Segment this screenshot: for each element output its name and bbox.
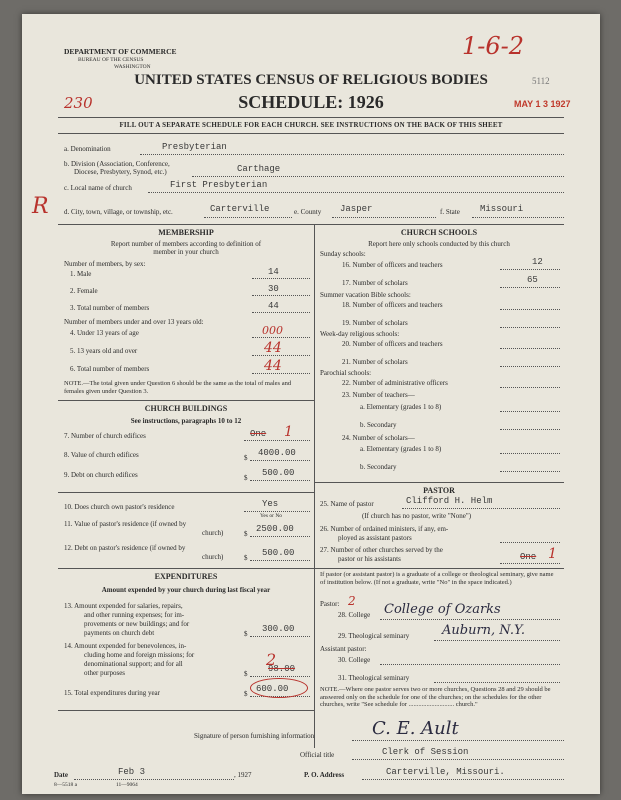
expenditures-intro: Amount expended by your church during last fiscal year	[101, 586, 271, 594]
form-number: 5112	[532, 76, 550, 86]
college-instructions: If pastor (or assistant pastor) is a graduate of a college or theological seminary, give name of institution below. (If not a graduate, write "No" in the space indicated.)	[320, 571, 554, 586]
q12-debt-amount: 500.00	[262, 548, 295, 558]
members-by-age-label: Number of members under and over 13 years old:	[64, 318, 204, 326]
q15-total-amount: 600.00	[256, 684, 289, 694]
handwritten-code-top-left: 230	[64, 94, 93, 112]
church-name-value: First Presbyterian	[170, 180, 268, 190]
signature-label: Signature of person furnishing information	[194, 732, 315, 740]
q29-seminary-value: Auburn, N.Y.	[442, 623, 526, 638]
pastor-heading: PASTOR	[423, 486, 455, 495]
membership-intro-1: Report number of members according to definition of	[110, 240, 262, 248]
q28-label: 28. College	[338, 611, 371, 619]
q14-label-3: denominational support; and for all	[84, 660, 183, 668]
q13-label-2: and other running expenses; for im-	[84, 611, 185, 619]
q1-male-label: 1. Male	[70, 270, 92, 278]
q9-debt-label: 9. Debt on church edifices	[64, 471, 138, 479]
q24b-label: b. Secondary	[360, 463, 397, 471]
date-year: , 1927	[234, 771, 252, 779]
q4-under-13-value: 000	[262, 324, 283, 337]
q22-label: 22. Number of administrative officers	[342, 379, 448, 387]
q7-edifices-label: 7. Number of church edifices	[64, 432, 146, 440]
q14-label-4: other purposes	[84, 669, 126, 677]
q6-total-label: 6. Total number of members	[70, 365, 150, 373]
city-value: Carterville	[210, 204, 270, 214]
denomination-value: Presbyterian	[162, 142, 227, 152]
membership-note: NOTE.—The total given under Question 6 should be the same as the total of males and females given under Question 3.	[64, 380, 292, 395]
q24-label: 24. Number of scholars—	[342, 434, 415, 442]
q8-value-amount: 4000.00	[258, 448, 296, 458]
q11-label-2: church)	[202, 529, 224, 537]
membership-intro-2: member in your church	[153, 248, 219, 256]
q18-label: 18. Number of officers and teachers	[342, 301, 443, 309]
buildings-instructions: See instructions, paragraphs 10 to 12	[130, 417, 242, 425]
county-value: Jasper	[340, 204, 373, 214]
yes-no-caption: Yes or No	[260, 513, 283, 519]
schools-intro: Report here only schools conducted by this church	[368, 240, 510, 248]
q14-amount: 98.00	[268, 664, 296, 674]
q5-over-13-value: 44	[264, 340, 282, 356]
q25-note: (If church has no pastor, write "None")	[362, 512, 472, 520]
q10-residence-value: Yes	[262, 499, 279, 509]
q12-dollar: $	[244, 554, 248, 562]
q27-value: 1	[548, 546, 557, 562]
expenditures-heading: EXPENDITURES	[154, 572, 218, 581]
q13-label-3: provements or new buildings; and for	[84, 620, 190, 628]
q6-total-value: 44	[264, 358, 282, 374]
q2-female-label: 2. Female	[70, 287, 98, 295]
q29-label: 29. Theological seminary	[338, 632, 410, 640]
form-code-2: 11—9064	[116, 782, 138, 788]
q23a-label: a. Elementary (grades 1 to 8)	[360, 403, 442, 411]
q25-label: 25. Name of pastor	[320, 500, 374, 508]
state-value: Missouri	[480, 204, 524, 214]
q9-debt-amount: 500.00	[262, 468, 295, 478]
q14-dollar: $	[244, 670, 248, 678]
denomination-label: a. Denomination	[64, 145, 111, 153]
q14-handwritten-mark: 2	[266, 650, 277, 669]
state-label: f. State	[440, 208, 460, 216]
assistant-pastor-subheading: Assistant pastor:	[320, 645, 367, 653]
parochial-schools-label: Parochial schools:	[320, 369, 372, 377]
q30-label: 30. College	[338, 656, 371, 664]
q16-value: 12	[532, 257, 543, 267]
q13-label-4: payments on church debt	[84, 629, 155, 637]
q4-under-13-label: 4. Under 13 years of age	[70, 329, 139, 337]
official-title-value: Clerk of Session	[382, 747, 469, 757]
q10-residence-label: 10. Does church own pastor's residence	[64, 503, 175, 511]
received-date-stamp: MAY 1 3 1927	[514, 99, 571, 109]
q15-dollar: $	[244, 690, 248, 698]
instruction-line: FILL OUT A SEPARATE SCHEDULE FOR EACH CHURCH. SEE INSTRUCTIONS ON THE BACK OF THIS SHEET	[119, 121, 503, 129]
q31-label: 31. Theological seminary	[338, 674, 410, 682]
bureau-city: WASHINGTON	[114, 64, 151, 70]
q14-label-2: cluding home and foreign missions; for	[84, 651, 195, 659]
q1-male-value: 14	[268, 267, 279, 277]
q3-total-value: 44	[268, 301, 279, 311]
form-title: UNITED STATES CENSUS OF RELIGIOUS BODIES	[134, 72, 488, 88]
membership-heading: MEMBERSHIP	[158, 228, 214, 237]
q12-label-2: church)	[202, 553, 224, 561]
church-name-label: c. Local name of church	[64, 184, 132, 192]
q23-label: 23. Number of teachers—	[342, 391, 415, 399]
q27-typed: One	[520, 552, 537, 562]
handwritten-code-top-right: 1-6-2	[462, 32, 525, 60]
q3-total-label: 3. Total number of members	[70, 304, 150, 312]
q11-value-amount: 2500.00	[256, 524, 294, 534]
q26-label-2: ployed as assistant pastors	[338, 534, 412, 542]
bureau-name: BUREAU OF THE CENSUS	[78, 57, 144, 63]
weekday-schools-label: Week-day religious schools:	[320, 330, 400, 338]
q26-label-1: 26. Number of ordained ministers, if any, em-	[320, 525, 449, 533]
q7-edifices-typed: One	[250, 429, 267, 439]
members-by-sex-label: Number of members, by sex:	[64, 260, 146, 268]
q28-handwritten-mark: 2	[348, 594, 356, 608]
buildings-heading: CHURCH BUILDINGS	[144, 404, 228, 413]
pastor-subheading: Pastor:	[320, 600, 340, 608]
sunday-schools-label: Sunday schools:	[320, 250, 366, 258]
q13-label-1: 13. Amount expended for salaries, repairs,	[64, 602, 183, 610]
q13-amount: 300.00	[262, 624, 295, 634]
q5-over-13-label: 5. 13 years old and over	[70, 347, 138, 355]
division-label-1: b. Division (Association, Conference,	[64, 160, 170, 168]
q16-label: 16. Number of officers and teachers	[342, 261, 443, 269]
q17-value: 65	[527, 275, 538, 285]
pastor-note: NOTE.—Where one pastor serves two or more churches, Questions 28 and 29 should be answered only on the schedule for one of the churches; on the schedules for the other churches, write "See schedule for ............................ church."	[320, 686, 551, 708]
date-label: Date	[54, 771, 68, 779]
census-schedule-form	[22, 14, 600, 794]
q7-edifices-value: 1	[284, 424, 293, 440]
signature-value: C. E. Ault	[372, 718, 459, 739]
q2-female-value: 30	[268, 284, 279, 294]
form-code: 8—5518 a	[54, 782, 78, 788]
county-label: e. County	[294, 208, 322, 216]
q17-label: 17. Number of scholars	[342, 279, 408, 287]
q15-circle-mark	[250, 678, 308, 698]
city-label: d. City, town, village, or township, etc.	[64, 208, 173, 216]
q23b-label: b. Secondary	[360, 421, 397, 429]
q15-total-label: 15. Total expenditures during year	[64, 689, 160, 697]
department-name: DEPARTMENT OF COMMERCE	[64, 47, 177, 56]
q11-dollar: $	[244, 530, 248, 538]
q9-dollar: $	[244, 474, 248, 482]
po-address-value: Carterville, Missouri.	[386, 767, 505, 777]
q12-label-1: 12. Debt on pastor's residence (if owned by	[64, 544, 186, 552]
schedule-title: SCHEDULE: 1926	[238, 92, 384, 112]
q8-dollar: $	[244, 454, 248, 462]
q19-label: 19. Number of scholars	[342, 319, 408, 327]
date-value: Feb 3	[118, 767, 146, 777]
q11-label-1: 11. Value of pastor's residence (if owned by	[64, 520, 187, 528]
q20-label: 20. Number of officers and teachers	[342, 340, 443, 348]
division-value: Carthage	[237, 164, 281, 174]
q21-label: 21. Number of scholars	[342, 358, 408, 366]
q28-college-value: College of Ozarks	[384, 602, 501, 617]
q14-label-1: 14. Amount expended for benevolences, in-	[64, 642, 187, 650]
q8-value-label: 8. Value of church edifices	[64, 451, 139, 459]
q27-label-1: 27. Number of other churches served by the	[320, 546, 443, 554]
q13-dollar: $	[244, 630, 248, 638]
schools-heading: CHURCH SCHOOLS	[400, 228, 478, 237]
q25-pastor-name: Clifford H. Helm	[406, 496, 493, 506]
division-label-2: Diocese, Presbytery, Synod, etc.)	[74, 168, 167, 176]
q27-label-2: pastor or his assistants	[338, 555, 401, 563]
po-address-label: P. O. Address	[304, 771, 345, 779]
official-title-label: Official title	[300, 751, 335, 759]
handwritten-margin-mark: R	[32, 194, 49, 219]
summer-schools-label: Summer vacation Bible schools:	[320, 291, 411, 299]
q24a-label: a. Elementary (grades 1 to 8)	[360, 445, 442, 453]
